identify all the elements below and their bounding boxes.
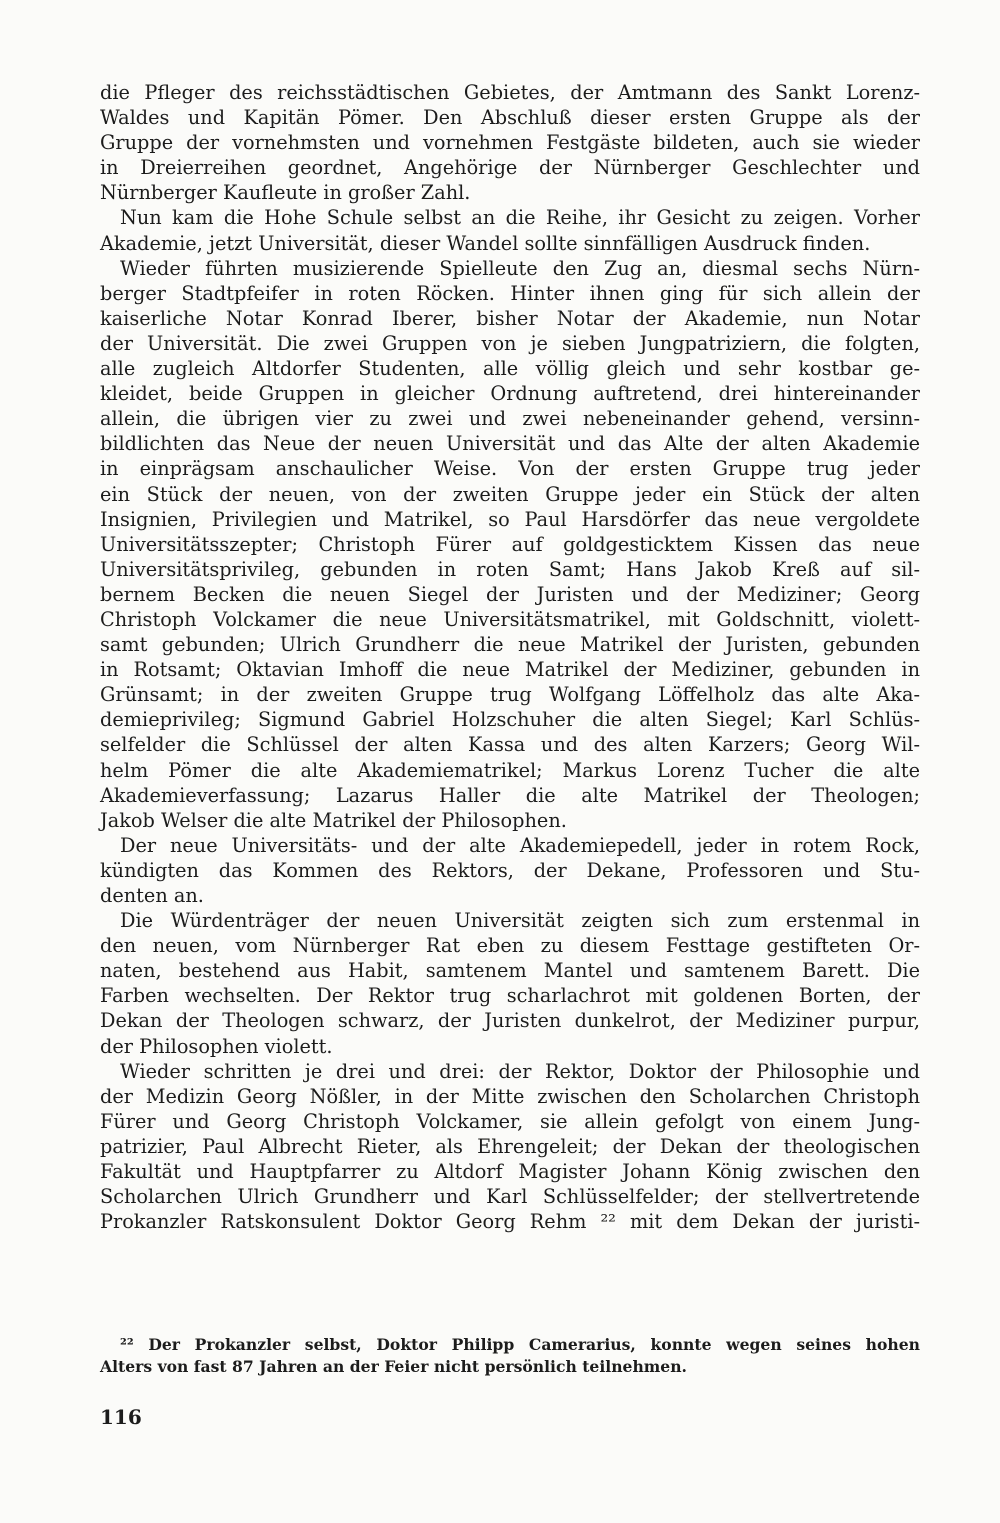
text-line: naten, bestehend aus Habit, samtenem Mantel und samtenem Barett. Die <box>100 959 920 983</box>
text-line: der Philosophen violett. <box>100 1034 333 1058</box>
text-line: Farben wechselten. Der Rektor trug scharlachrot mit goldenen Borten, der <box>100 984 920 1008</box>
text-line: Wieder führten musizierende Spielleute den Zug an, diesmal sechs Nürn- <box>120 256 920 280</box>
text-line: der Medizin Georg Nößler, in der Mitte zwischen den Scholarchen Christoph <box>100 1084 920 1108</box>
text-line: Christoph Volckamer die neue Universitätsmatrikel, mit Goldschnitt, violett- <box>100 607 920 631</box>
text-line: Prokanzler Ratskonsulent Doktor Georg Rehm ²² mit dem Dekan der juristi- <box>100 1210 920 1234</box>
text-line: helm Pömer die alte Akademiematrikel; Markus Lorenz Tucher die alte <box>100 758 920 782</box>
text-line: Fürer und Georg Christoph Volckamer, sie allein gefolgt von einem Jung- <box>100 1109 920 1133</box>
text-line: den neuen, vom Nürnberger Rat eben zu diesem Festtage gestifteten Or- <box>100 934 920 958</box>
text-line: Insignien, Privilegien und Matrikel, so Paul Harsdörfer das neue vergoldete <box>100 507 920 531</box>
body-text <box>100 80 920 1234</box>
text-line: die Pfleger des reichsstädtischen Gebietes, der Amtmann des Sankt Lorenz- <box>100 81 920 104</box>
footnote-line: Alters von fast 87 Jahren an der Feier nicht persönlich teilnehmen. <box>100 1357 687 1376</box>
text-line: der Universität. Die zwei Gruppen von je sieben Jungpatriziern, die folgten, <box>100 331 920 355</box>
text-line: denten an. <box>100 884 204 907</box>
page-number: 116 <box>100 1405 142 1429</box>
text-line: patrizier, Paul Albrecht Rieter, als Ehrengeleit; der Dekan der theologischen <box>100 1134 920 1158</box>
text-line: Scholarchen Ulrich Grundherr und Karl Schlüsselfelder; der stellvertretende <box>100 1185 920 1209</box>
text-line: kleidet, beide Gruppen in gleicher Ordnung auftretend, drei hintereinander <box>100 382 920 406</box>
text-line: allein, die übrigen vier zu zwei und zwei nebeneinander gehend, versinn- <box>100 407 920 431</box>
text-line: Der neue Universitäts- und der alte Akademiepedell, jeder in rotem Rock, <box>120 833 920 857</box>
text-line: ein Stück der neuen, von der zweiten Gruppe jeder ein Stück der alten <box>100 482 920 506</box>
text-line: Jakob Welser die alte Matrikel der Philosophen. <box>100 808 567 832</box>
text-line: alle zugleich Altdorfer Studenten, alle völlig gleich und sehr kostbar ge- <box>100 357 920 381</box>
text-line: bildlichten das Neue der neuen Universität und das Alte der alten Akademie <box>100 432 920 456</box>
text-line: Nun kam die Hohe Schule selbst an die Reihe, ihr Gesicht zu zeigen. Vorher <box>120 206 920 230</box>
text-line: Universitätsprivileg, gebunden in roten Samt; Hans Jakob Kreß auf sil- <box>100 557 920 581</box>
footnote-line: ²² Der Prokanzler selbst, Doktor Philipp Camerarius, konnte wegen seines hohen <box>120 1335 920 1354</box>
text-line: in Dreierreihen geordnet, Angehörige der Nürnberger Geschlechter und <box>100 156 920 180</box>
text-line: Die Würdenträger der neuen Universität zeigten sich zum erstenmal in <box>120 909 920 933</box>
text-line: Gruppe der vornehmsten und vornehmen Festgäste bildeten, auch sie wieder <box>100 131 920 155</box>
text-line: bernem Becken die neuen Siegel der Juristen und der Mediziner; Georg <box>100 582 920 606</box>
text-line: in einprägsam anschaulicher Weise. Von der ersten Gruppe trug jeder <box>100 457 920 481</box>
text-line: Fakultät und Hauptpfarrer zu Altdorf Magister Johann König zwischen den <box>100 1160 920 1184</box>
text-line: Akademie, jetzt Universität, dieser Wandel sollte sinnfälligen Ausdruck finden. <box>100 231 871 255</box>
text-line: selfelder die Schlüssel der alten Kassa und des alten Karzers; Georg Wil- <box>100 733 920 757</box>
text-line: Akademieverfassung; Lazarus Haller die alte Matrikel der Theologen; <box>100 783 920 807</box>
text-line: demieprivileg; Sigmund Gabriel Holzschuher die alten Siegel; Karl Schlüs- <box>100 708 920 732</box>
text-line: berger Stadtpfeifer in roten Röcken. Hinter ihnen ging für sich allein der <box>100 281 920 305</box>
text-line: samt gebunden; Ulrich Grundherr die neue Matrikel der Juristen, gebunden <box>100 633 920 657</box>
text-line: Waldes und Kapitän Pömer. Den Abschluß dieser ersten Gruppe als der <box>100 106 920 130</box>
text-line: Dekan der Theologen schwarz, der Juristen dunkelrot, der Mediziner purpur, <box>100 1009 920 1033</box>
text-line: kündigten das Kommen des Rektors, der Dekane, Professoren und Stu- <box>100 858 920 882</box>
text-line: in Rotsamt; Oktavian Imhoff die neue Matrikel der Mediziner, gebunden in <box>100 658 920 682</box>
text-line: Universitätsszepter; Christoph Fürer auf goldgesticktem Kissen das neue <box>100 532 920 556</box>
text-line: Nürnberger Kaufleute in großer Zahl. <box>100 181 471 205</box>
footnote <box>100 1334 920 1378</box>
text-line: Grünsamt; in der zweiten Gruppe trug Wolfgang Löffelholz das alte Aka- <box>100 683 920 707</box>
text-line: kaiserliche Notar Konrad Iberer, bisher Notar der Akademie, nun Notar <box>100 306 920 330</box>
text-line: Wieder schritten je drei und drei: der Rektor, Doktor der Philosophie und <box>120 1059 920 1083</box>
